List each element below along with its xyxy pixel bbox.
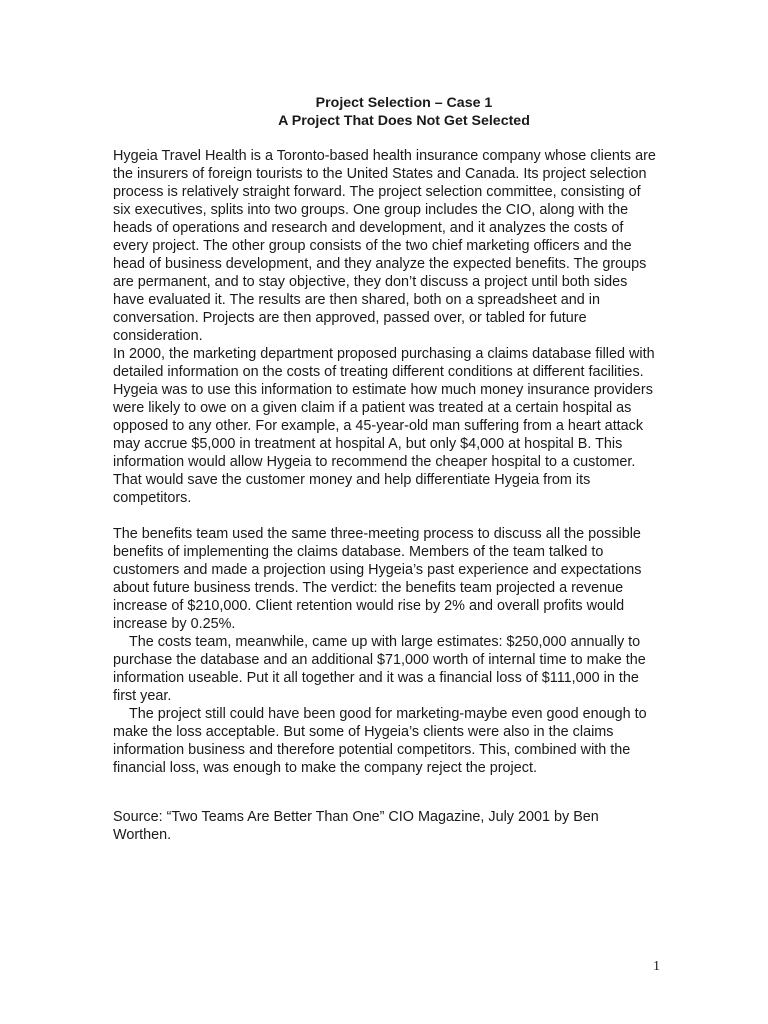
title-line-1: Project Selection – Case 1: [315, 95, 493, 111]
title-line-2: A Project That Does Not Get Selected: [278, 113, 530, 129]
document-title: [0, 94, 768, 130]
document-body: [113, 147, 658, 777]
paragraph-2: In 2000, the marketing department proposed purchasing a claims database filled with detailed information on the costs of treating different conditions at different facilities. Hygeia was to use this information to estimate how much money insurance providers were likely to owe on a given claim if a patient was treated at a certain hospital as opposed to any other. For example, a 45-year-old man suffering from a heart attack may accrue $5,000 in treatment at hospital A, but only $4,000 at hospital B. This information would allow Hygeia to recommend the cheaper hospital to a customer. That would save the customer money and help differentiate Hygeia from its competitors.: [113, 346, 655, 506]
paragraph-5: The project still could have been good for marketing-maybe even good enough to make the loss acceptable. But some of Hygeia’s clients were also in the claims information business and therefore potential competitors. This, combined with the financial loss, was enough to make the company reject the project.: [113, 706, 647, 776]
paragraph-3: The benefits team used the same three-meeting process to discuss all the possible benefits of implementing the claims database. Members of the team talked to customers and made a projection using Hygeia’s past experience and expectations about future business trends. The verdict: the benefits team projected a revenue increase of $210,000. Client retention would rise by 2% and overall profits would increase by 0.25%.: [113, 526, 642, 632]
paragraph-4: The costs team, meanwhile, came up with large estimates: $250,000 annually to purchase the database and an additional $71,000 worth of internal time to make the information useable. Put it all together and it was a financial loss of $111,000 in the first year.: [113, 634, 646, 704]
paragraph-1: Hygeia Travel Health is a Toronto-based health insurance company whose clients are the insurers of foreign tourists to the United States and Canada. Its project selection process is relatively straight forward. The project selection committee, consisting of six executives, splits into two groups. One group includes the CIO, along with the heads of operations and research and development, and it analyzes the costs of every project. The other group consists of the two chief marketing officers and the head of business development, and they analyze the expected benefits. The groups are permanent, and to stay objective, they don’t discuss a project until both sides have evaluated it. The results are then shared, both on a spreadsheet and in conversation. Projects are then approved, passed over, or tabled for future consideration.: [113, 148, 656, 344]
paragraph-spacer: [113, 507, 658, 525]
source-citation: Source: “Two Teams Are Better Than One” CIO Magazine, July 2001 by Ben Worthen.: [113, 809, 599, 843]
page-number: 1: [653, 959, 660, 974]
